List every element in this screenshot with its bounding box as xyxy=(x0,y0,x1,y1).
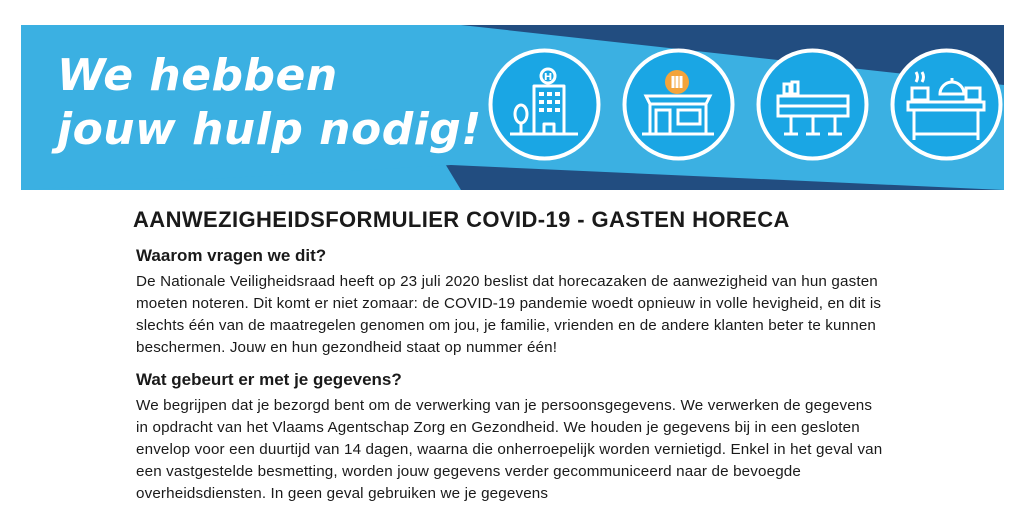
header-banner xyxy=(21,25,1004,190)
bar-icon xyxy=(756,48,869,161)
section-body-data: We begrijpen dat je bezorgd bent om de verwerking van je persoonsgegevens. We verwerken de gegevens in opdracht van het Vlaams Agentschap Zorg en Gezondheid. We houden je gegevens bij in een gesloten envelop voor een duurtijd van 14 dagen, waarna die onherroepelijk worden vernietigd. Enkel in het geval van een vastgestelde besmetting, worden jouw gegevens verder gecommuniceerd naar de bevoegde overheidsdiensten. In geen geval gebruiken we je gegevens xyxy=(136,397,883,502)
document-title: AANWEZIGHEIDSFORMULIER COVID-19 - GASTEN HORECA xyxy=(133,207,790,232)
section-heading-why: Waarom vragen we dit? xyxy=(136,246,327,265)
restaurant-icon xyxy=(622,48,735,161)
hotel-icon xyxy=(488,48,601,161)
section-body-why: De Nationale Veiligheidsraad heeft op 23 juli 2020 beslist dat horecazaken de aanwezigheid van hun gasten moeten noteren. Dit komt er niet zomaar: de COVID-19 pandemie woedt opnieuw in volle hevigheid, en dit is slechts één van de maatregelen genomen om jou, je familie, vrienden en de andere klanten beter te kunnen beschermen. Jouw en hun gezondheid staat op nummer één! xyxy=(136,273,882,356)
svg-text:H: H xyxy=(543,72,553,83)
document-content xyxy=(133,205,893,511)
section-heading-data: Wat gebeurt er met je gegevens? xyxy=(136,370,402,389)
banner-title: We hebben jouw hulp nodig! xyxy=(57,50,482,155)
catering-icon xyxy=(890,48,1003,161)
